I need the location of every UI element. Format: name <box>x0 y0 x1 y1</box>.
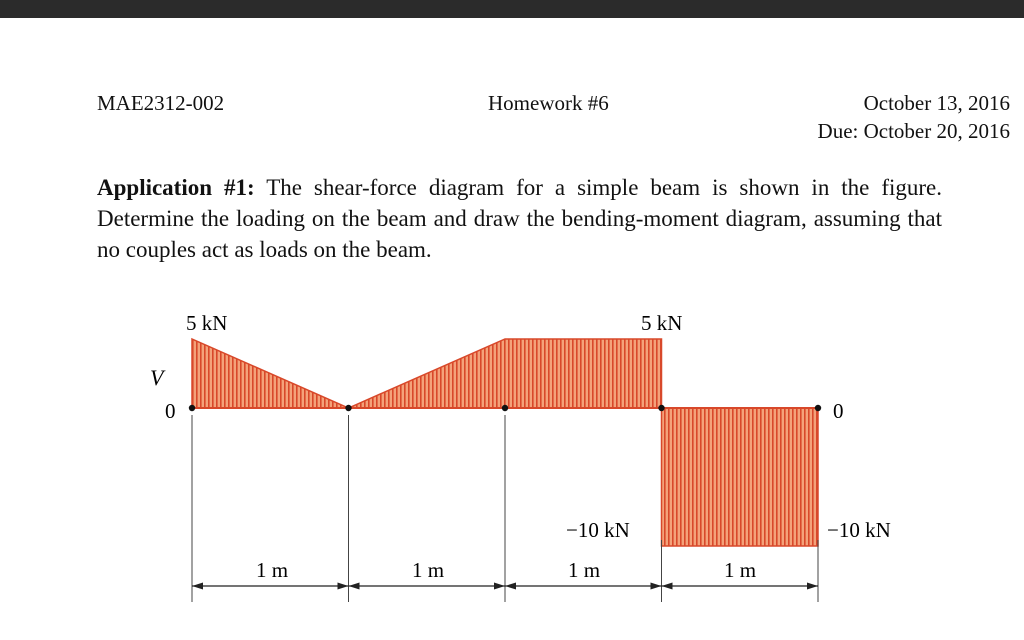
shear-area-positive <box>192 339 662 408</box>
label-5kn-right: 5 kN <box>641 311 683 335</box>
label-5kn-left: 5 kN <box>186 311 228 335</box>
zero-label-right: 0 <box>833 399 844 423</box>
shear-area-negative <box>662 408 819 546</box>
problem-text: The shear-force diagram for a simple beam is shown in the figure. Determine the loading on the beam and draw the bending-moment diagram, assuming that no couples act as loads on the beam. <box>97 175 942 262</box>
key-point-3 <box>658 405 664 411</box>
span-label-2: 1 m <box>411 558 445 582</box>
dimension-arrow-1-0 <box>349 583 360 590</box>
dimension-arrow-1-1 <box>494 583 505 590</box>
due-date: Due: October 20, 2016 <box>817 119 1010 143</box>
key-point-4 <box>815 405 821 411</box>
zero-label-left: 0 <box>165 399 176 423</box>
dimension-arrow-2-1 <box>651 583 662 590</box>
span-label-3: 1 m <box>567 558 601 582</box>
course-code: MAE2312-002 <box>97 91 225 115</box>
dimension-arrow-0-0 <box>192 583 203 590</box>
dimension-arrow-0-1 <box>338 583 349 590</box>
issue-date: October 13, 2016 <box>863 91 1010 115</box>
dimension-arrow-3-0 <box>662 583 673 590</box>
label-minus10kn-mid: −10 kN <box>566 518 630 542</box>
problem-label: Application #1: <box>97 175 255 200</box>
span-label-4: 1 m <box>723 558 757 582</box>
dimension-arrow-2-0 <box>505 583 516 590</box>
dimension-arrow-3-1 <box>807 583 818 590</box>
key-point-1 <box>345 405 351 411</box>
axis-label-v: V <box>150 365 164 390</box>
span-label-1: 1 m <box>255 558 289 582</box>
key-point-0 <box>189 405 195 411</box>
key-point-2 <box>502 405 508 411</box>
assignment-title: Homework #6 <box>488 91 609 115</box>
label-minus10kn-right: −10 kN <box>827 518 891 542</box>
